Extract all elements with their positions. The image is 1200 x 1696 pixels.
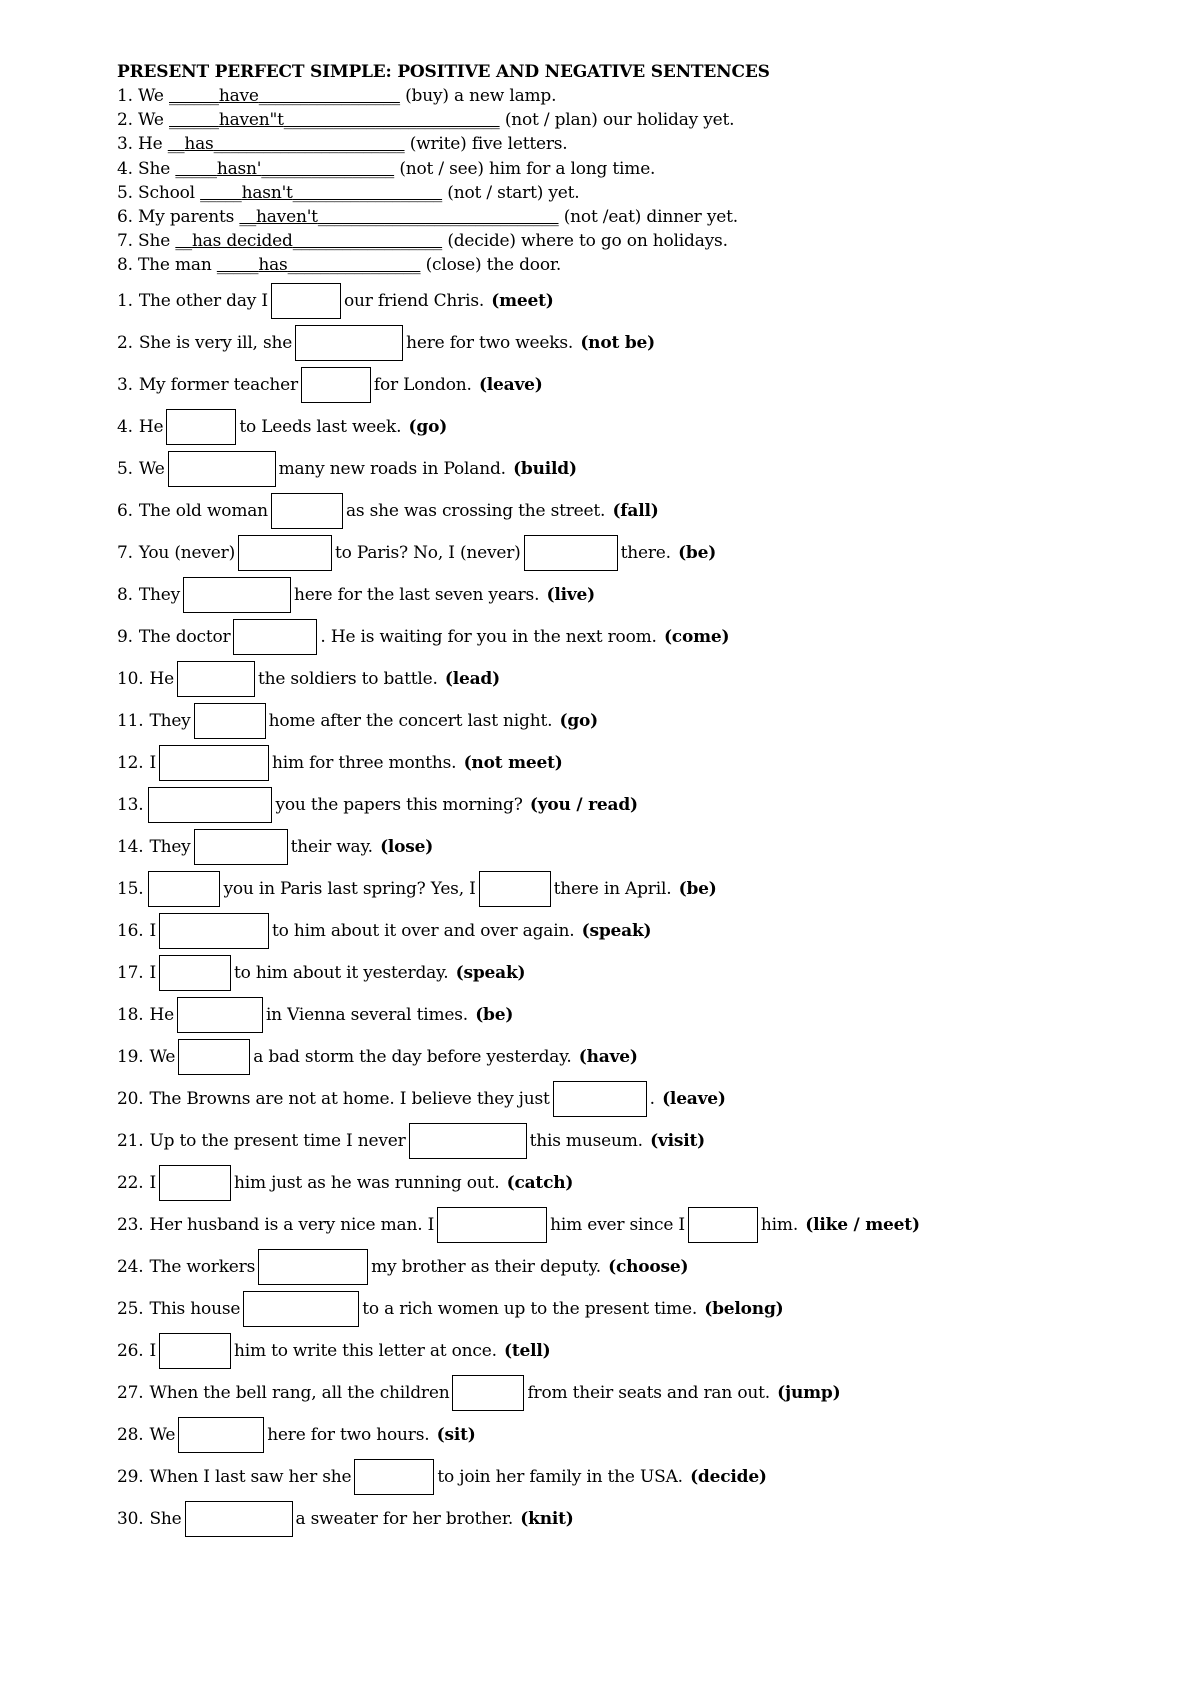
sentence-text: This house [149, 1299, 241, 1319]
sentence-text: My former teacher [138, 375, 298, 395]
item-number: 19. [117, 1047, 144, 1067]
verb-hint: (catch) [506, 1173, 574, 1193]
filled-answer: hasn't [241, 183, 293, 203]
sentence-text: him to write this letter at once. [233, 1341, 497, 1361]
verb-hint: (have) [578, 1047, 638, 1067]
exercise-2-sentence [117, 700, 598, 742]
answer-box[interactable] [452, 1375, 524, 1411]
answer-box[interactable] [183, 577, 291, 613]
verb-hint: (be) [678, 543, 717, 563]
sentence-rest: dinner yet. [646, 207, 738, 227]
sentence-rest: the door. [486, 255, 562, 275]
sentence-text: their way. [290, 837, 373, 857]
item-number: 16. [117, 921, 144, 941]
item-number: 30. [117, 1509, 144, 1529]
sentence-text: you in Paris last spring? Yes, I [223, 879, 476, 899]
sentence-text: They [149, 711, 191, 731]
verb-hint: (you / read) [529, 795, 638, 815]
answer-box[interactable] [177, 661, 255, 697]
sentence-text: You (never) [138, 543, 236, 563]
item-number: 2. [117, 333, 133, 353]
verb-hint: (not / see) [399, 159, 484, 179]
exercise-2-sentence [117, 490, 659, 532]
exercise-2-sentence [117, 616, 729, 658]
exercise-2-sentence [117, 1498, 574, 1540]
answer-box[interactable] [688, 1207, 758, 1243]
sentence-text: I [149, 963, 156, 983]
verb-hint: (knit) [520, 1509, 574, 1529]
sentence-subject: She [138, 231, 171, 251]
sentence-subject: School [138, 183, 195, 203]
sentence-text: The other day I [138, 291, 268, 311]
sentence-text: here for two hours. [267, 1425, 430, 1445]
item-number: 7. [117, 231, 133, 251]
verb-hint: (buy) [405, 86, 449, 106]
item-number: 3. [117, 134, 133, 154]
exercise-2-sentence [117, 1414, 476, 1456]
exercise-2-sentence [117, 1456, 767, 1498]
exercise-1-sentence [117, 229, 728, 253]
item-number: 15. [117, 879, 144, 899]
sentence-text: there. [620, 543, 671, 563]
page-title: PRESENT PERFECT SIMPLE: POSITIVE AND NEGATIVE SENTENCES [117, 62, 770, 82]
exercise-2-sentence [117, 574, 595, 616]
exercise-2-sentence [117, 742, 563, 784]
sentence-text: many new roads in Poland. [278, 459, 506, 479]
answer-blank[interactable]: _____has________________ [216, 255, 421, 275]
verb-hint: (leave) [478, 375, 543, 395]
answer-box[interactable] [185, 1501, 293, 1537]
exercise-2-sentence [117, 1120, 705, 1162]
sentence-text: They [149, 837, 191, 857]
sentence-text: this museum. [529, 1131, 643, 1151]
answer-box[interactable] [524, 535, 618, 571]
verb-hint: (belong) [704, 1299, 784, 1319]
verb-hint: (build) [513, 459, 577, 479]
sentence-rest: where to go on holidays. [521, 231, 728, 251]
verb-hint: (write) [409, 134, 467, 154]
sentence-text: my brother as their deputy. [371, 1257, 601, 1277]
exercise-2-sentence [117, 322, 655, 364]
item-number: 29. [117, 1467, 144, 1487]
verb-hint: (lead) [444, 669, 500, 689]
item-number: 4. [117, 159, 133, 179]
sentence-subject: We [138, 86, 164, 106]
sentence-text: The doctor [138, 627, 231, 647]
item-number: 7. [117, 543, 133, 563]
item-number: 3. [117, 375, 133, 395]
filled-answer: has [184, 134, 214, 154]
sentence-text: When I last saw her she [149, 1467, 352, 1487]
sentence-text: . [649, 1089, 655, 1109]
sentence-text: They [138, 585, 180, 605]
verb-hint: (close) [425, 255, 482, 275]
answer-box[interactable] [271, 283, 341, 319]
sentence-subject: My parents [138, 207, 235, 227]
exercise-2-sentence [117, 658, 500, 700]
exercise-2-sentence [117, 784, 638, 826]
sentence-text: to him about it yesterday. [233, 963, 449, 983]
answer-box[interactable] [194, 703, 266, 739]
sentence-rest: our holiday yet. [602, 110, 735, 130]
exercise-2-sentence [117, 1078, 726, 1120]
answer-box[interactable] [238, 535, 332, 571]
sentence-text: as she was crossing the street. [345, 501, 606, 521]
exercise-2-sentence [117, 1330, 550, 1372]
answer-box[interactable] [148, 871, 220, 907]
verb-hint: (come) [663, 627, 730, 647]
sentence-text: We [138, 459, 165, 479]
sentence-text: the soldiers to battle. [257, 669, 438, 689]
item-number: 25. [117, 1299, 144, 1319]
verb-hint: (like / meet) [805, 1215, 920, 1235]
sentence-text: here for two weeks. [406, 333, 574, 353]
answer-blank[interactable]: _____hasn'________________ [175, 159, 395, 179]
verb-hint: (not /eat) [563, 207, 642, 227]
answer-box[interactable] [479, 871, 551, 907]
answer-blank[interactable]: _____hasn't__________________ [200, 183, 443, 203]
sentence-text: our friend Chris. [343, 291, 485, 311]
answer-blank[interactable]: __haven't_____________________________ [239, 207, 559, 227]
verb-hint: (jump) [777, 1383, 841, 1403]
verb-hint: (leave) [662, 1089, 726, 1109]
verb-hint: (speak) [581, 921, 652, 941]
item-number: 5. [117, 459, 133, 479]
sentence-text: We [149, 1047, 176, 1067]
answer-box[interactable] [233, 619, 317, 655]
exercise-1-sentence [117, 108, 734, 132]
item-number: 1. [117, 291, 133, 311]
item-number: 2. [117, 110, 133, 130]
item-number: 12. [117, 753, 144, 773]
answer-box[interactable] [295, 325, 403, 361]
exercise-2-sentence [117, 826, 433, 868]
exercise-1-sentence [117, 157, 655, 181]
verb-hint: (not / start) [447, 183, 544, 203]
item-number: 13. [117, 795, 144, 815]
answer-box[interactable] [258, 1249, 368, 1285]
sentence-text: The Browns are not at home. I believe they just [149, 1089, 550, 1109]
sentence-text: He [149, 669, 174, 689]
item-number: 20. [117, 1089, 144, 1109]
sentence-rest: a new lamp. [454, 86, 557, 106]
item-number: 4. [117, 417, 133, 437]
sentence-text: I [149, 1341, 156, 1361]
sentence-text: The old woman [138, 501, 268, 521]
item-number: 9. [117, 627, 133, 647]
answer-box[interactable] [178, 1417, 264, 1453]
verb-hint: (visit) [650, 1131, 705, 1151]
verb-hint: (decide) [690, 1467, 767, 1487]
answer-box[interactable] [159, 913, 269, 949]
answer-box[interactable] [243, 1291, 359, 1327]
verb-hint: (not meet) [463, 753, 563, 773]
sentence-text: to join her family in the USA. [437, 1467, 683, 1487]
item-number: 8. [117, 585, 133, 605]
sentence-text: to a rich women up to the present time. [362, 1299, 698, 1319]
sentence-subject: He [138, 134, 163, 154]
answer-box[interactable] [177, 997, 263, 1033]
item-number: 6. [117, 501, 133, 521]
exercise-1-sentence [117, 132, 568, 156]
sentence-text: . He is waiting for you in the next room. [320, 627, 657, 647]
verb-hint: (not be) [580, 333, 655, 353]
sentence-text: a bad storm the day before yesterday. [253, 1047, 572, 1067]
item-number: 14. [117, 837, 144, 857]
filled-answer: has [258, 255, 288, 275]
item-number: 28. [117, 1425, 144, 1445]
sentence-text: from their seats and ran out. [527, 1383, 770, 1403]
verb-hint: (live) [546, 585, 595, 605]
sentence-text: The workers [149, 1257, 256, 1277]
answer-box[interactable] [553, 1081, 647, 1117]
item-number: 24. [117, 1257, 144, 1277]
item-number: 18. [117, 1005, 144, 1025]
exercise-2-sentence [117, 406, 447, 448]
exercise-2-sentence [117, 532, 716, 574]
exercise-2-sentence [117, 1162, 573, 1204]
answer-box[interactable] [148, 787, 272, 823]
sentence-text: for London. [373, 375, 472, 395]
exercise-2-sentence [117, 364, 543, 406]
exercise-2-sentence [117, 448, 577, 490]
answer-blank[interactable]: __has_______________________ [167, 134, 405, 154]
sentence-text: She [149, 1509, 182, 1529]
exercise-2-sentence [117, 952, 525, 994]
verb-hint: (decide) [447, 231, 516, 251]
item-number: 5. [117, 183, 133, 203]
item-number: 8. [117, 255, 133, 275]
verb-hint: (meet) [491, 291, 554, 311]
answer-blank[interactable]: ______haven"t__________________________ [169, 110, 500, 130]
sentence-text: in Vienna several times. [265, 1005, 468, 1025]
sentence-text: him ever since I [550, 1215, 685, 1235]
verb-hint: (not / plan) [504, 110, 598, 130]
answer-blank[interactable]: __has decided__________________ [175, 231, 443, 251]
sentence-rest: him for a long time. [489, 159, 656, 179]
answer-box[interactable] [159, 1333, 231, 1369]
sentence-text: We [149, 1425, 176, 1445]
sentence-text: home after the concert last night. [268, 711, 553, 731]
sentence-text: She is very ill, she [138, 333, 293, 353]
item-number: 22. [117, 1173, 144, 1193]
item-number: 26. [117, 1341, 144, 1361]
exercise-2-sentence [117, 1288, 783, 1330]
sentence-text: He [138, 417, 164, 437]
sentence-text: He [149, 1005, 174, 1025]
answer-box[interactable] [159, 745, 269, 781]
filled-answer: has decided [191, 231, 293, 251]
exercise-2-sentence [117, 1036, 638, 1078]
exercise-2-sentence [117, 280, 554, 322]
sentence-text: you the papers this morning? [275, 795, 523, 815]
sentence-text: there in April. [553, 879, 672, 899]
sentence-text: him just as he was running out. [233, 1173, 500, 1193]
exercise-2-sentence [117, 868, 717, 910]
sentence-text: to Leeds last week. [239, 417, 402, 437]
item-number: 11. [117, 711, 144, 731]
answer-box[interactable] [354, 1459, 434, 1495]
sentence-text: I [149, 921, 156, 941]
verb-hint: (fall) [612, 501, 659, 521]
item-number: 27. [117, 1383, 144, 1403]
verb-hint: (sit) [436, 1425, 476, 1445]
filled-answer: haven't [256, 207, 318, 227]
sentence-text: a sweater for her brother. [295, 1509, 514, 1529]
verb-hint: (speak) [455, 963, 526, 983]
item-number: 21. [117, 1131, 144, 1151]
answer-box[interactable] [301, 367, 371, 403]
answer-box[interactable] [271, 493, 343, 529]
sentence-text: When the bell rang, all the children [149, 1383, 450, 1403]
filled-answer: haven"t [218, 110, 284, 130]
sentence-rest: yet. [548, 183, 580, 203]
exercise-2-sentence [117, 1204, 920, 1246]
sentence-subject: We [138, 110, 164, 130]
exercise-1-sentence [117, 205, 738, 229]
sentence-text: him. [760, 1215, 799, 1235]
sentence-subject: The man [138, 255, 212, 275]
answer-box[interactable] [194, 829, 288, 865]
exercise-2-sentence [117, 1246, 688, 1288]
exercise-1-sentence [117, 253, 561, 277]
exercise-1-sentence [117, 181, 580, 205]
sentence-subject: She [138, 159, 171, 179]
exercise-2-sentence [117, 1372, 840, 1414]
item-number: 1. [117, 86, 133, 106]
exercise-2-sentence [117, 994, 513, 1036]
verb-hint: (tell) [504, 1341, 551, 1361]
sentence-text: Up to the present time I never [149, 1131, 406, 1151]
exercise-2-sentence [117, 910, 651, 952]
answer-box[interactable] [166, 409, 236, 445]
verb-hint: (go) [408, 417, 448, 437]
answer-box[interactable] [409, 1123, 527, 1159]
verb-hint: (choose) [608, 1257, 689, 1277]
filled-answer: have [218, 86, 259, 106]
item-number: 23. [117, 1215, 144, 1235]
sentence-text: to him about it over and over again. [271, 921, 575, 941]
item-number: 6. [117, 207, 133, 227]
sentence-text: him for three months. [271, 753, 457, 773]
sentence-text: I [149, 1173, 156, 1193]
verb-hint: (lose) [380, 837, 434, 857]
answer-blank[interactable]: ______have_________________ [169, 86, 400, 106]
answer-box[interactable] [159, 955, 231, 991]
item-number: 10. [117, 669, 144, 689]
verb-hint: (be) [678, 879, 717, 899]
sentence-rest: five letters. [471, 134, 568, 154]
verb-hint: (go) [559, 711, 599, 731]
sentence-text: to Paris? No, I (never) [335, 543, 521, 563]
sentence-text: here for the last seven years. [293, 585, 540, 605]
exercise-1-sentence [117, 84, 556, 108]
filled-answer: hasn' [216, 159, 262, 179]
item-number: 17. [117, 963, 144, 983]
sentence-text: Her husband is a very nice man. I [149, 1215, 435, 1235]
answer-box[interactable] [159, 1165, 231, 1201]
verb-hint: (be) [475, 1005, 514, 1025]
sentence-text: I [149, 753, 156, 773]
answer-box[interactable] [168, 451, 276, 487]
answer-box[interactable] [178, 1039, 250, 1075]
answer-box[interactable] [437, 1207, 547, 1243]
